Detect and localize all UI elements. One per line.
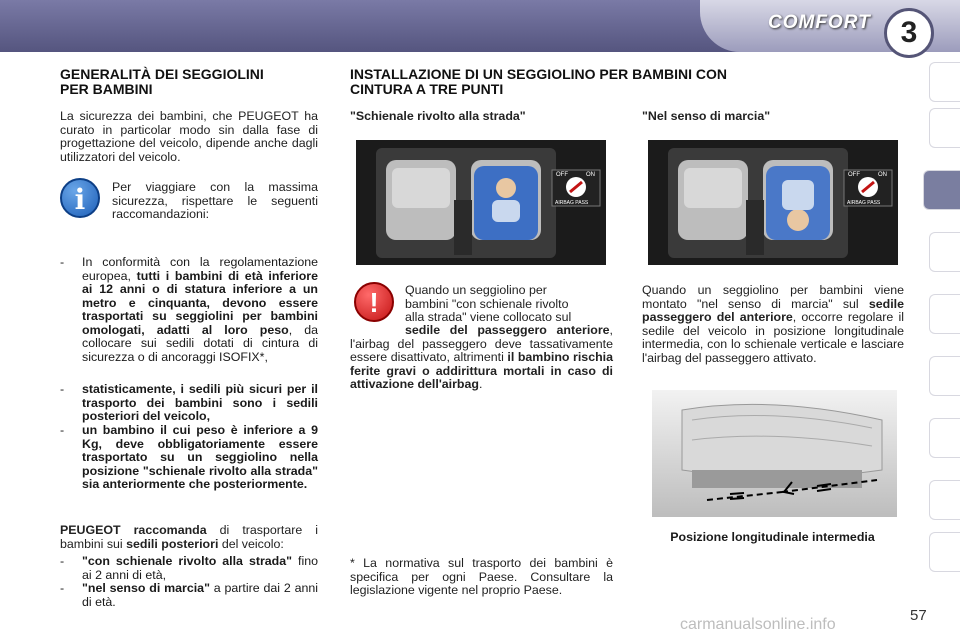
warning-paragraph bbox=[350, 324, 613, 392]
bullet-body bbox=[82, 555, 318, 582]
warning-line: bambini "con schienale rivolto bbox=[405, 296, 569, 311]
left-title-line: GENERALITÀ DEI SEGGIOLINI bbox=[60, 66, 264, 82]
bullet-body bbox=[82, 256, 318, 364]
seat-illustration bbox=[652, 390, 897, 517]
airbag-on-label: ON bbox=[878, 172, 887, 178]
warning-bold: sedile del passeggero anteriore bbox=[405, 323, 610, 337]
left-title-line: PER BAMBINI bbox=[60, 81, 153, 97]
bullet-dash: - bbox=[60, 581, 65, 595]
chapter-title: COMFORT bbox=[768, 12, 871, 33]
rec-bold: sedili posteriori bbox=[126, 536, 219, 551]
bullet-bold: un bambino il cui peso è inferiore a 9 Kg, deve obbligatoriamente essere trasportato su un seggiolino nella posizione "schienale rivolto alla strada" sia anteriormente che posteriormente. bbox=[82, 423, 318, 491]
airbag-on-label: ON bbox=[586, 172, 595, 178]
seat-position-photo bbox=[652, 390, 897, 517]
page-number: 57 bbox=[910, 607, 927, 624]
bullet-dash: - bbox=[60, 255, 65, 269]
warning-bold: il bambino rischia ferite gravi o addirittura mortali in caso di attivazione dell'airbag bbox=[350, 350, 613, 391]
rec-text: del veicolo: bbox=[218, 536, 284, 551]
bullet-dash: - bbox=[60, 554, 65, 568]
warning-text: , l'airbag del passeggero deve tassativamente essere disattivato, altrimenti bbox=[350, 323, 613, 364]
col2-title: "Nel senso di marcia" bbox=[642, 109, 771, 123]
seat-caption: Posizione longitudinale intermedia bbox=[670, 530, 875, 544]
side-tab[interactable] bbox=[929, 232, 960, 272]
info-icon: i bbox=[60, 178, 100, 218]
bullet-dash: - bbox=[60, 382, 65, 396]
airbag-off-label: OFF bbox=[556, 172, 568, 178]
warning-icon: ! bbox=[354, 282, 394, 322]
forward-facing-paragraph bbox=[642, 284, 904, 365]
forward-facing-seat-photo bbox=[648, 140, 898, 265]
bullet-bold: statisticamente, i sedili più sicuri per il trasporto dei bambini sono i sedili posteriori del veicolo, bbox=[82, 382, 318, 423]
recommendation-paragraph bbox=[60, 524, 318, 551]
side-tab[interactable] bbox=[929, 108, 960, 148]
rec-brand: PEUGEOT raccomanda bbox=[60, 523, 207, 537]
info-text: Per viaggiare con la massima sicurezza, rispettare le seguenti raccomandazioni: bbox=[112, 180, 318, 221]
col1-title: "Schienale rivolto alla strada" bbox=[350, 109, 526, 123]
side-tab[interactable] bbox=[929, 294, 960, 334]
rec-text: di trasportare i bambini sui bbox=[60, 523, 319, 551]
bullet-bold: "nel senso di marcia" bbox=[82, 581, 210, 595]
warning-line: alla strada" viene collocato sul bbox=[405, 310, 572, 324]
bullet-dash: - bbox=[60, 423, 65, 437]
col2-text: Quando un seggiolino per bambini viene montato "nel senso di marcia" sul bbox=[642, 283, 904, 311]
bullet-text: a partire dai 2 anni di età. bbox=[82, 581, 319, 609]
left-section-title bbox=[60, 67, 330, 97]
bullet-text: In conformità con la regolamentazione europea, bbox=[82, 255, 318, 283]
watermark: carmanualsonline.info bbox=[680, 616, 836, 633]
bullet-bold: "con schienale rivolto alla strada" bbox=[82, 554, 293, 568]
warning-lines bbox=[405, 284, 613, 325]
right-title-line: INSTALLAZIONE DI UN SEGGIOLINO PER BAMBINI CON bbox=[350, 66, 727, 82]
side-tab[interactable] bbox=[929, 532, 960, 572]
bullet-bold: tutti i bambini di età inferiore ai 12 anni o di statura inferiore a un metro e cinquanta, devono essere trasportati su seggiolini per bambini omologati, adatti al loro peso bbox=[82, 268, 318, 337]
col2-bold: sedile passeggero del anteriore bbox=[642, 296, 904, 324]
side-tab[interactable] bbox=[929, 62, 960, 102]
side-tab[interactable] bbox=[929, 356, 960, 396]
warning-line: Quando un seggiolino per bbox=[405, 283, 547, 297]
right-title-line: CINTURA A TRE PUNTI bbox=[350, 81, 504, 97]
bullet-body bbox=[82, 582, 318, 609]
chapter-number: 3 bbox=[884, 8, 934, 58]
airbag-pass-label: AIRBAG PASS bbox=[847, 200, 881, 206]
airbag-off-label: OFF bbox=[848, 172, 860, 178]
right-section-title bbox=[350, 67, 870, 97]
airbag-pass-label: AIRBAG PASS bbox=[555, 200, 589, 206]
intro-paragraph: La sicurezza dei bambini, che PEUGEOT ha curato in particolar modo sin dalla fase di progettazione del veicolo, dipende anche dagli utilizzatori del veicolo. bbox=[60, 109, 318, 164]
bullet-text: , da collocare sui sedili dotati di cintura di sicurezza o di ancoraggi ISOFIX*, bbox=[82, 322, 318, 364]
rear-facing-seat-photo bbox=[356, 140, 606, 265]
side-tabs bbox=[928, 62, 960, 572]
side-tab[interactable] bbox=[929, 418, 960, 458]
bullet-text: fino ai 2 anni di età, bbox=[82, 554, 319, 582]
side-tab[interactable] bbox=[929, 480, 960, 520]
col2-text: , occorre regolare il sedile del veicolo in posizione longitudinale intermedia, con lo schienale verticale e lasciare l'airbag del passeggero attivato. bbox=[642, 310, 904, 365]
footnote: * La normativa sul trasporto dei bambini è specifica per ogni Paese. Consultare la legislazione vigente nel proprio Paese. bbox=[350, 556, 613, 597]
side-tab-active[interactable] bbox=[923, 170, 960, 210]
warning-text: . bbox=[478, 377, 483, 391]
